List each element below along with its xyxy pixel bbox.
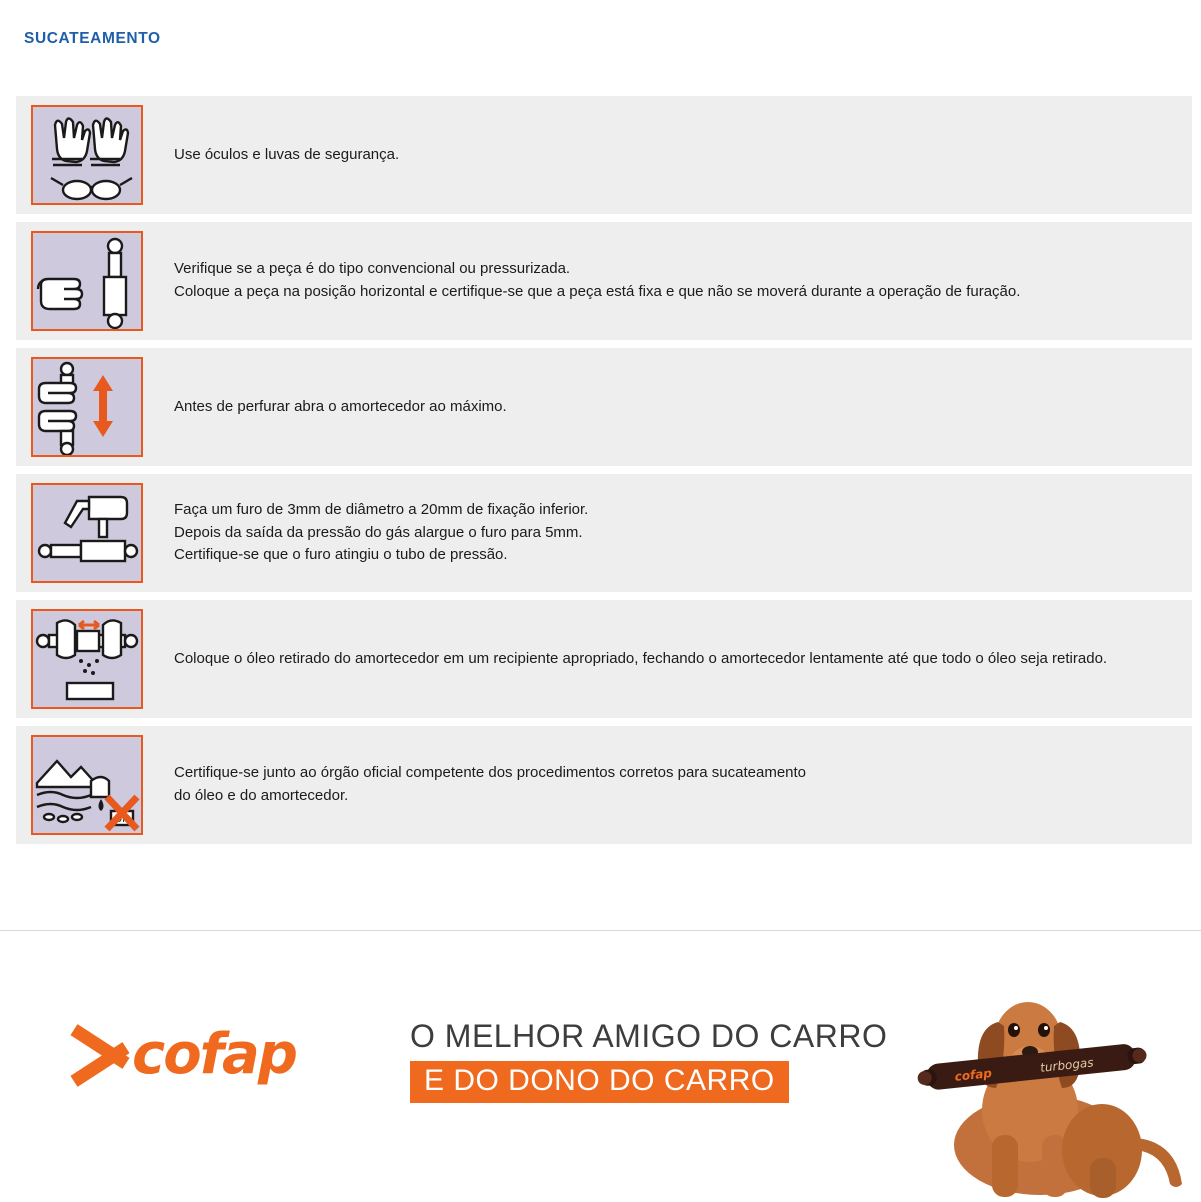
step-text-cell xyxy=(152,222,1192,340)
page-title: SUCATEAMENTO xyxy=(24,30,161,47)
step-text-line: Antes de perfurar abra o amortecedor ao máximo. xyxy=(174,397,507,415)
step-icon-cell xyxy=(16,348,152,466)
step-text xyxy=(174,258,1020,304)
check-shock-absorber-type-icon xyxy=(31,231,143,331)
step-text xyxy=(174,144,399,167)
drill-hole-icon xyxy=(31,483,143,583)
svg-text:cofap: cofap xyxy=(953,1066,993,1084)
cofap-wordmark: cofap xyxy=(132,1022,296,1087)
step-icon-cell xyxy=(16,474,152,592)
steps-list xyxy=(16,96,1192,852)
cofap-x-mark-icon xyxy=(72,1034,128,1076)
slogan-line-1: O MELHOR AMIGO DO CARRO xyxy=(410,1018,888,1054)
cofap-logo xyxy=(72,1022,296,1087)
step-text xyxy=(174,762,806,808)
step-text xyxy=(174,648,1107,671)
drain-oil-icon xyxy=(31,609,143,709)
step-text-line: Coloque o óleo retirado do amortecedor em um recipiente apropriado, fechando o amortecedor lentamente até que todo o óleo seja retirado. xyxy=(174,649,1108,667)
svg-text:OIL: OIL xyxy=(115,815,130,825)
list-item xyxy=(16,222,1192,340)
step-text-cell xyxy=(152,600,1192,718)
step-text-cell xyxy=(152,726,1192,844)
no-environmental-dumping-icon xyxy=(31,735,143,835)
step-text xyxy=(174,499,588,567)
step-text-line: Certifique-se junto ao órgão oficial competente dos procedimentos corretos para sucateamento xyxy=(174,764,807,782)
list-item xyxy=(16,96,1192,214)
step-text-cell xyxy=(152,96,1192,214)
step-icon-cell xyxy=(16,600,152,718)
list-item xyxy=(16,474,1192,592)
list-item xyxy=(16,348,1192,466)
step-icon-cell xyxy=(16,96,152,214)
step-text-cell xyxy=(152,348,1192,466)
extend-shock-absorber-icon xyxy=(31,357,143,457)
step-text-line: Verifique se a peça é do tipo convencional ou pressurizada. xyxy=(174,260,571,278)
step-text-line: do óleo e do amortecedor. xyxy=(174,787,349,804)
step-text-line: Certifique-se que o furo atingiu o tubo de pressão. xyxy=(174,546,508,564)
step-icon-cell xyxy=(16,222,152,340)
list-item xyxy=(16,600,1192,718)
step-text-line: Use óculos e luvas de segurança. xyxy=(174,145,400,163)
step-text xyxy=(174,396,507,419)
step-icon-cell xyxy=(16,726,152,844)
step-text-line: Depois da saída da pressão do gás alargue o furo para 5mm. xyxy=(174,523,583,541)
safety-goggles-and-gloves-icon xyxy=(31,105,143,205)
step-text-line: Coloque a peça na posição horizontal e certifique-se que a peça está fixa e que não se moverá durante a operação de furação. xyxy=(174,283,1021,300)
svg-text:turbogas: turbogas xyxy=(1039,1055,1095,1075)
step-text-line: Faça um furo de 3mm de diâmetro a 20mm de fixação inferior. xyxy=(174,500,589,518)
slogan xyxy=(410,1018,887,1103)
step-text-cell xyxy=(152,474,1192,592)
dachshund-dog-holding-shock-absorber xyxy=(880,930,1201,1201)
list-item xyxy=(16,726,1192,844)
slogan-line-2: E DO DONO DO CARRO xyxy=(410,1061,789,1103)
